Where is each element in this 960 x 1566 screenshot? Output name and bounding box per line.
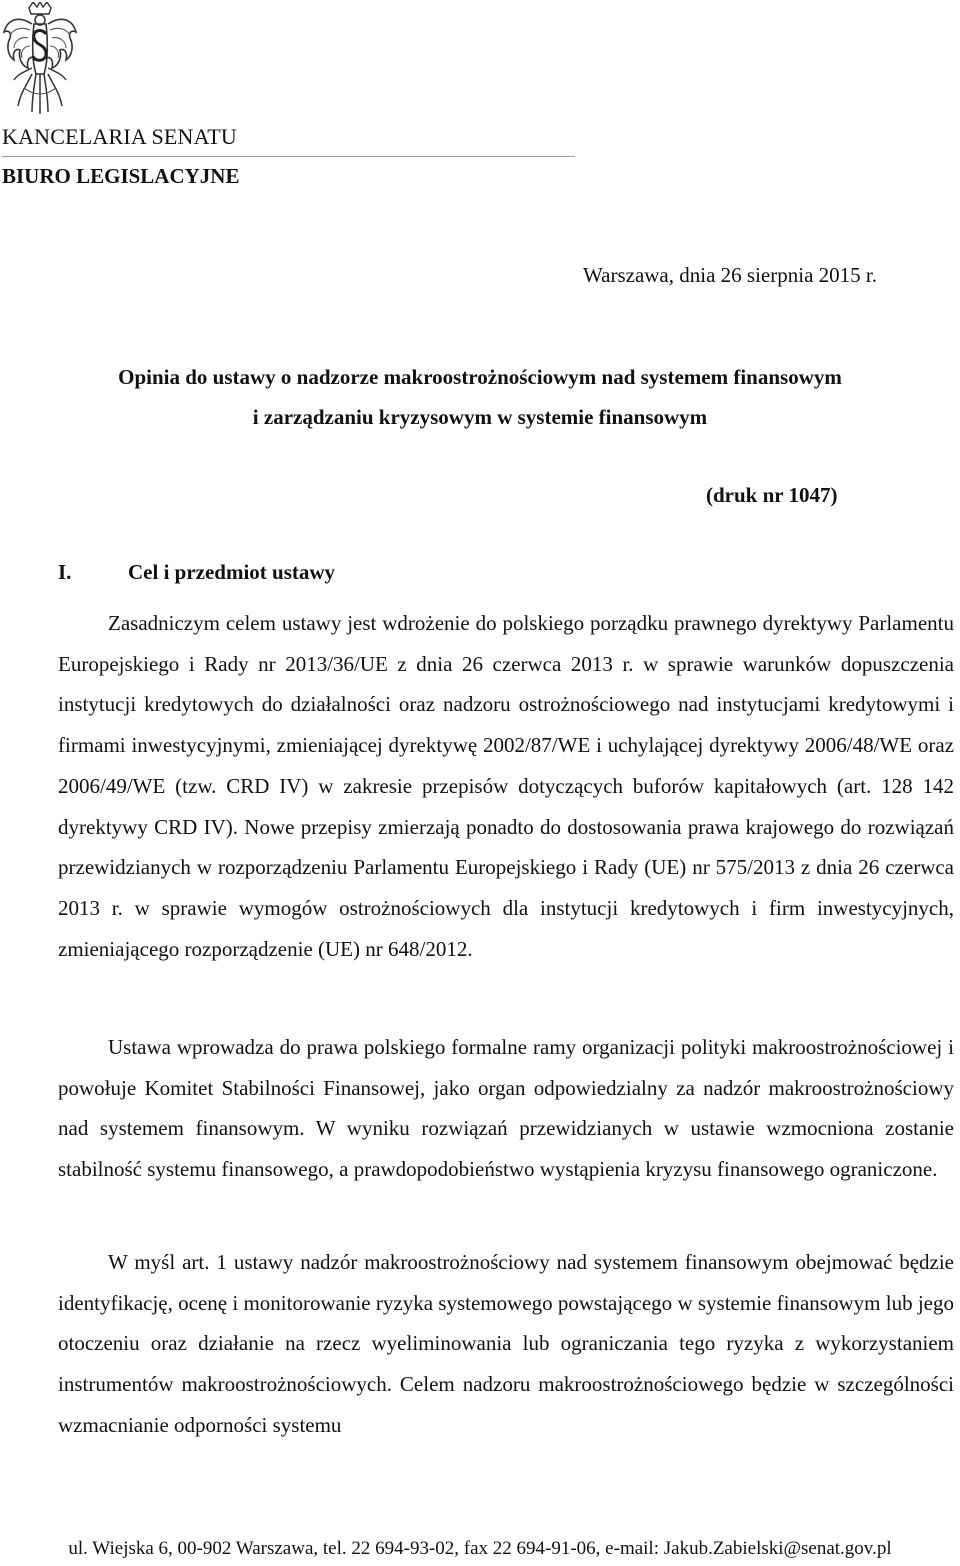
section-number: I. [58, 560, 72, 584]
footer-contact: ul. Wiejska 6, 00-902 Warszawa, tel. 22 694-93-02, fax 22 694-91-06, e-mail: Jakub.Zabielski@senat.gov.pl [68, 1538, 892, 1559]
section-title: Cel i przedmiot ustawy [128, 560, 336, 584]
paragraph: Ustawa wprowadza do prawa polskiego formalne ramy organizacji polityki makroostrożnościowej i powołuje Komitet Stabilności Finansowej, jako organ odpowiedzialny za nadzór makroostrożnościowy nad systemem finansowym. W wyniku rozwiązań przewidzianych w ustawie wzmocniona zostanie stabilność systemu finansowego, a prawdopodobieństwo wystąpienia kryzysu finansowego ograniczone. [58, 1035, 954, 1182]
paragraph: Zasadniczym celem ustawy jest wdrożenie do polskiego porządku prawnego dyrektywy Parlamentu Europejskiego i Rady nr 2013/36/UE z dnia 26 czerwca 2013 r. w sprawie warunków dopuszczenia instytucji kredytowych do działalności oraz nadzoru ostrożnościowego nad instytucjami kredytowymi i firmami inwestycyjnymi, zmieniającej dyrektywę 2002/87/WE i uchylającej dyrektywy 2006/48/WE oraz 2006/49/WE (tzw. CRD IV) w zakresie przepisów dotyczących buforów kapitałowych (art. 128 142 dyrektywy CRD IV). Nowe przepisy zmierzają ponadto do dostosowania prawa krajowego do rozwiązań przewidzianych w rozporządzeniu Parlamentu Europejskiego i Rady (UE) nr 575/2013 z dnia 26 czerwca 2013 r. w sprawie wymogów ostrożnościowych dla instytucji kredytowych i firm inwestycyjnych, zmieniającego rozporządzenie (UE) nr 648/2012. [58, 611, 954, 961]
department-name: BIURO LEGISLACYJNE [2, 164, 240, 188]
document-title-line-1: Opinia do ustawy o nadzorze makroostrożnościowym nad systemem finansowym [118, 365, 842, 389]
document-title-line-2: i zarządzaniu kryzysowym w systemie finansowym [252, 405, 708, 429]
organization-name: KANCELARIA SENATU [2, 124, 238, 149]
date-line: Warszawa, dnia 26 sierpnia 2015 r. [583, 263, 877, 287]
paragraph: W myśl art. 1 ustawy nadzór makroostrożnościowy nad systemem finansowym obejmować będzie identyfikację, ocenę i monitorowanie ryzyka systemowego powstającego w systemie finansowym lub jego otoczeniu oraz działanie na rzecz wyeliminowania lub ograniczania tego ryzyka z wykorzystaniem instrumentów makroostrożnościowych. Celem nadzoru makroostrożnościowego będzie w szczególności wzmacnianie odporności systemu [58, 1250, 954, 1437]
header-divider [2, 156, 575, 157]
print-number: (druk nr 1047) [706, 483, 838, 507]
senate-eagle-emblem-icon [2, 2, 78, 114]
